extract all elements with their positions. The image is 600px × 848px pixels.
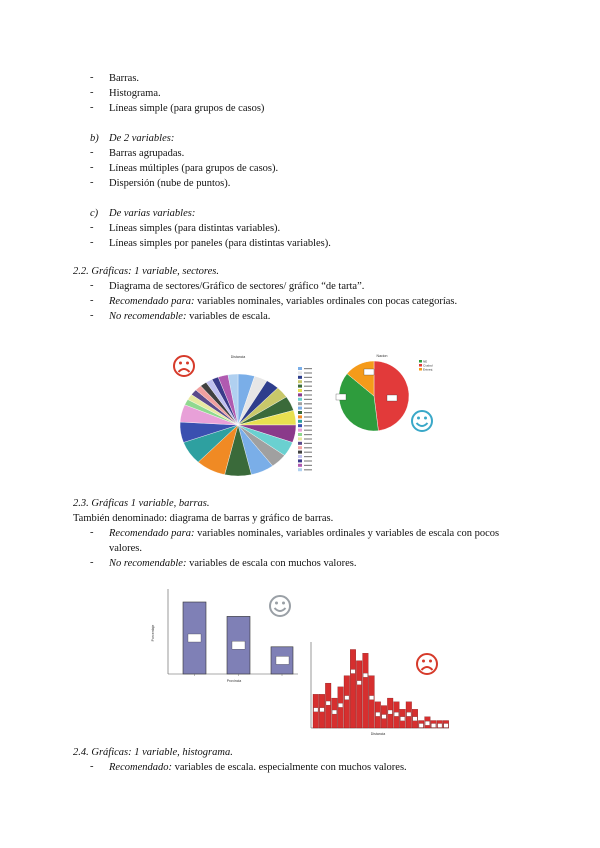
bullet-dash: - (90, 310, 94, 321)
label-recommended: Recomendado: (109, 762, 172, 773)
legend-swatch (298, 433, 302, 436)
legend-swatch (298, 455, 302, 458)
list-item: Barras agrupadas. (109, 148, 185, 159)
legend-label-mark (304, 412, 312, 413)
list-item (109, 310, 270, 323)
pie-chart-many (170, 352, 320, 480)
legend-label-mark (304, 403, 312, 404)
bullet-dash: - (90, 87, 94, 98)
bullet-dash: - (90, 237, 94, 248)
label-not-recommended: No recomendable: (109, 558, 187, 569)
bar-data-label (320, 708, 324, 712)
legend-swatch (298, 420, 302, 423)
bullet-dash: - (90, 162, 94, 173)
list-item (109, 761, 407, 774)
y-axis-label: Porcentaje (151, 624, 155, 642)
bar-data-label (413, 717, 417, 721)
bar-data-label (407, 712, 411, 716)
legend-swatch (298, 415, 302, 418)
pie-chart-few (332, 352, 437, 436)
pie-chart-many-figure (170, 352, 320, 480)
section-letter: c) (90, 208, 99, 219)
histogram-bar (369, 676, 375, 728)
bar-data-label (188, 634, 201, 642)
bullet-dash: - (90, 295, 94, 306)
legend-swatch (298, 459, 302, 462)
legend-swatch (298, 424, 302, 427)
legend-label-mark (304, 408, 312, 409)
legend-swatch (298, 385, 302, 388)
label-recommended: Recomendado para: (109, 296, 195, 307)
legend-swatch (298, 429, 302, 432)
legend-label-mark (304, 386, 312, 387)
bar-data-label (419, 724, 423, 728)
legend-label-mark (304, 368, 312, 369)
label-not-recommended: No recomendable: (109, 311, 187, 322)
list-item: Líneas múltiples (para grupos de casos). (109, 163, 279, 174)
chart-title: Distancia (230, 355, 246, 359)
legend-label-mark (304, 452, 312, 453)
bullet-dash: - (90, 177, 94, 188)
histogram-figure (300, 636, 450, 736)
list-item: Líneas simples por paneles (para distintas variables). (109, 238, 331, 249)
bar-data-label (438, 724, 442, 728)
legend-swatch (298, 464, 302, 467)
bar-data-label (394, 712, 398, 716)
legend-label: NE (423, 359, 428, 364)
histogram-bar (338, 687, 344, 728)
section-heading: 2.4. Gráficas: 1 variable, histograma. (73, 747, 233, 758)
legend-label-mark (304, 434, 312, 435)
data-label-box (364, 369, 374, 375)
bar-data-label (400, 717, 404, 721)
bar-data-label (425, 721, 429, 725)
legend-label-mark (304, 425, 312, 426)
bullet-dash: - (90, 222, 94, 233)
list-item: Líneas simple (para grupos de casos) (109, 103, 265, 114)
legend-label-mark (304, 465, 312, 466)
legend-label-mark (304, 443, 312, 444)
bar-data-label (357, 681, 361, 685)
bullet-dash: - (90, 72, 94, 83)
legend-swatch (419, 360, 422, 363)
histogram-bar (363, 653, 369, 728)
bullet-dash: - (90, 102, 94, 113)
legend-label-mark (304, 456, 312, 457)
section-heading: 2.3. Gráficas 1 variable, barras. (73, 498, 210, 509)
legend-swatch (298, 446, 302, 449)
bar-data-label (351, 669, 355, 673)
histogram-bar (325, 683, 331, 728)
legend-swatch (298, 380, 302, 383)
bar-chart (150, 585, 300, 685)
bar-data-label (276, 656, 289, 664)
bullet-dash: - (90, 147, 94, 158)
legend-swatch (419, 368, 422, 371)
legend-label-mark (304, 430, 312, 431)
bar-chart-figure (150, 585, 300, 685)
bar-data-label (232, 641, 245, 649)
chart-title: Nacion (376, 354, 388, 358)
text-not-recommended: variables de escala. (186, 311, 271, 322)
bar-data-label (444, 724, 448, 728)
data-label-box (336, 394, 346, 400)
list-item: Histograma. (109, 88, 161, 99)
legend-swatch (298, 411, 302, 414)
text-recommended: variables nominales, variables ordinales con pocas categorías. (194, 296, 458, 307)
legend-label-mark (304, 447, 312, 448)
list-item: Dispersión (nube de puntos). (109, 178, 231, 189)
list-item: Diagrama de sectores/Gráfico de sectores/ gráfico “de tarta”. (109, 281, 365, 292)
list-item: Líneas simples (para distintas variables). (109, 223, 281, 234)
histogram-bar (344, 676, 350, 728)
bullet-dash: - (90, 280, 94, 291)
legend-label-mark (304, 390, 312, 391)
legend-swatch (298, 451, 302, 454)
section-title: De varias variables: (109, 208, 196, 219)
bar-data-label (345, 696, 349, 700)
text-recommended: variables de escala. especialmente con muchos valores. (171, 762, 407, 773)
legend-swatch (298, 371, 302, 374)
legend-swatch (298, 407, 302, 410)
bar-data-label (388, 710, 392, 714)
legend-label-mark (304, 377, 312, 378)
bullet-dash: - (90, 557, 94, 568)
bar-data-label (363, 673, 367, 677)
bar-data-label (332, 710, 336, 714)
histogram-bar (350, 649, 356, 728)
legend-swatch (298, 437, 302, 440)
histogram-bar (356, 661, 362, 728)
legend-label-mark (304, 372, 312, 373)
x-axis-label: Distancia (370, 732, 386, 736)
legend-swatch (298, 398, 302, 401)
legend-swatch (298, 442, 302, 445)
list-item: Barras. (109, 73, 140, 84)
legend-label-mark (304, 421, 312, 422)
bullet-dash: - (90, 527, 94, 538)
bar-data-label (326, 701, 330, 705)
histogram-chart (300, 636, 450, 736)
pie-slices (180, 374, 296, 476)
bar-data-label (431, 724, 435, 728)
pie-chart-few-figure (332, 352, 437, 436)
legend-label-mark (304, 381, 312, 382)
data-label-box (387, 395, 397, 401)
legend-swatch (419, 364, 422, 367)
label-recommended: Recomendado para: (109, 528, 195, 539)
list-item (109, 557, 356, 570)
legend-swatch (298, 402, 302, 405)
legend-swatch (298, 376, 302, 379)
x-axis-label: Provincia (226, 679, 242, 683)
text-recommended: variables nominales, variables ordinales y variables de escala con pocos (194, 528, 500, 539)
legend-label-mark (304, 394, 312, 395)
legend-swatch (298, 367, 302, 370)
list-item (109, 527, 499, 540)
bar-data-label (338, 703, 342, 707)
legend-label-mark (304, 399, 312, 400)
section-heading: 2.2. Gráficas: 1 variable, sectores. (73, 266, 220, 277)
legend-label: Ciudad (423, 363, 433, 368)
bar-data-label (369, 696, 373, 700)
bar-data-label (314, 708, 318, 712)
legend-label-mark (304, 469, 312, 470)
section-letter: b) (90, 133, 99, 144)
paragraph: También denominado: diagrama de barras y gráfico de barras. (73, 513, 334, 524)
legend-swatch (298, 468, 302, 471)
text-not-recommended: variables de escala con muchos valores. (186, 558, 357, 569)
legend-swatch (298, 393, 302, 396)
section-title: De 2 variables: (109, 133, 175, 144)
legend-swatch (298, 389, 302, 392)
legend-label-mark (304, 438, 312, 439)
legend-label: Extranj. (423, 367, 434, 372)
bullet-dash: - (90, 761, 94, 772)
text-recommended-cont: valores. (109, 543, 142, 554)
bar-data-label (376, 712, 380, 716)
legend-label-mark (304, 416, 312, 417)
pie-ellipse (180, 374, 296, 476)
legend-label-mark (304, 460, 312, 461)
bar-data-label (382, 715, 386, 719)
list-item (109, 295, 457, 308)
